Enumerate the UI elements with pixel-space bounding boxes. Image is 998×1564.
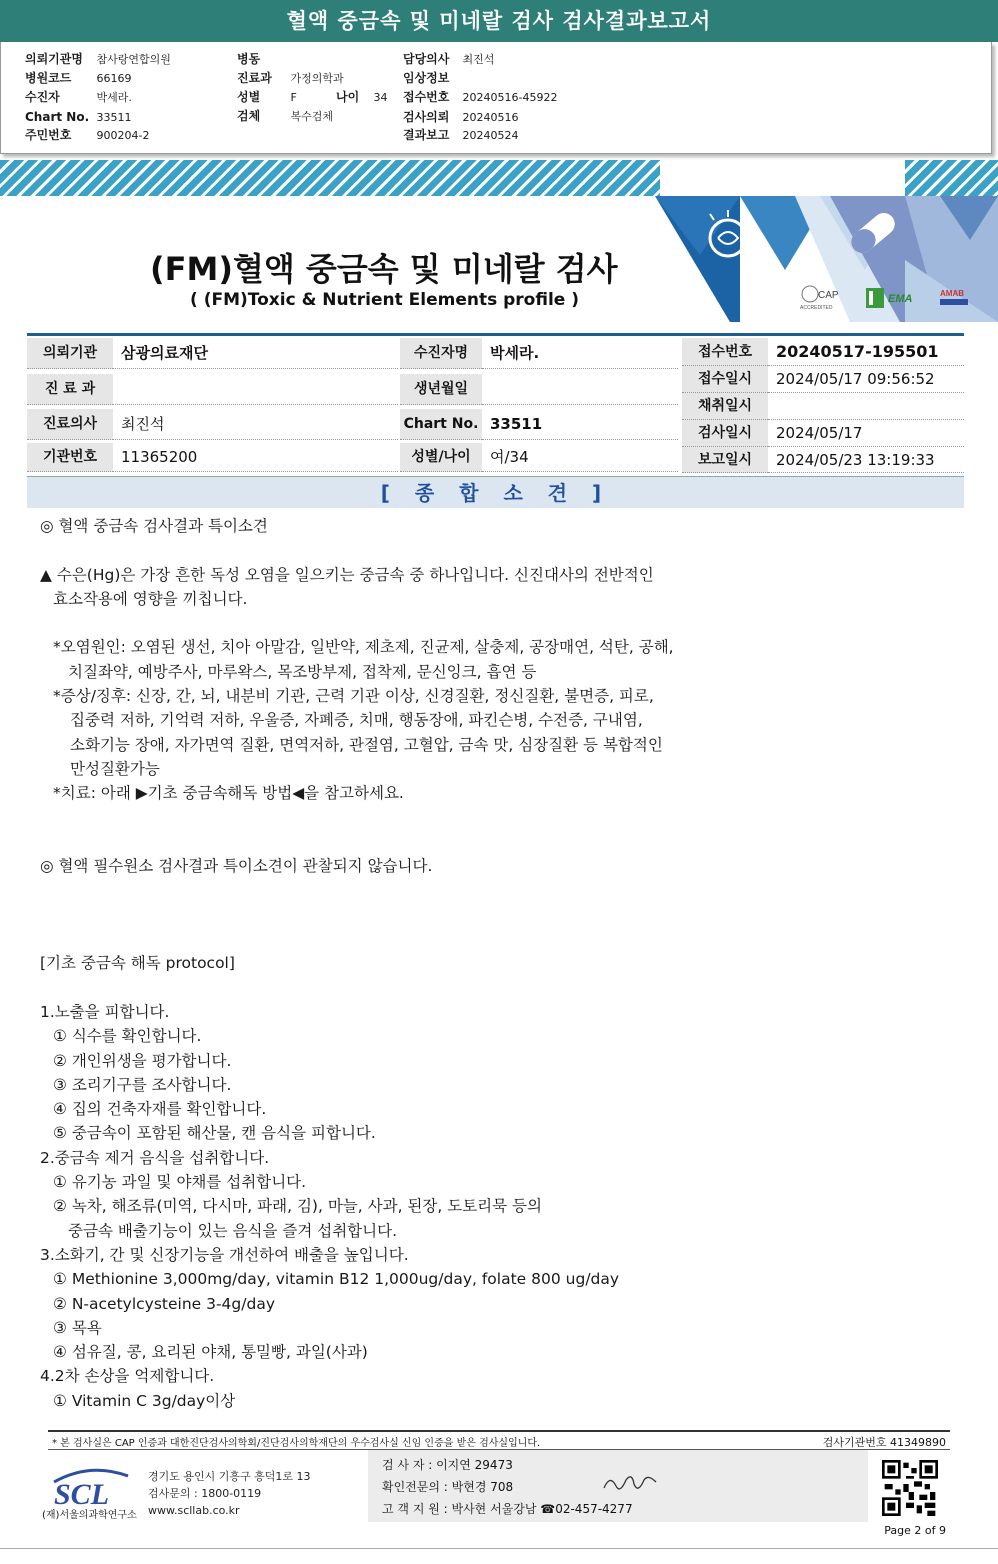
summary-line: 중금속 배출기능이 있는 음식을 즐겨 섭취합니다. xyxy=(68,1221,398,1240)
summary-line: ① 유기농 과일 및 야채를 섭취합니다. xyxy=(53,1173,307,1192)
info-value: 박세라. xyxy=(96,91,132,104)
summary-line: *치료: 아래 ▶기초 중금속해독 방법◀을 참고하세요. xyxy=(53,784,404,803)
summary-line: ② 개인위생을 평가합니다. xyxy=(53,1051,232,1070)
summary-line: [기초 중금속 해독 protocol] xyxy=(40,954,235,973)
summary-line: 3.소화기, 간 및 신장기능을 개선하여 배출을 높입니다. xyxy=(40,1245,409,1264)
cell-label: 접수번호 xyxy=(682,338,768,366)
cell-value: 33511 xyxy=(482,409,678,440)
info-value: 가정의학과 xyxy=(290,72,344,85)
phone-line: 검사문의 : 1800-0119 xyxy=(148,1487,262,1500)
cell-value xyxy=(113,374,398,405)
cell-value: 2024/05/17 xyxy=(768,420,964,447)
info-row xyxy=(25,88,132,107)
info-row xyxy=(25,126,149,145)
cell-label: 진료의사 xyxy=(27,409,113,440)
info-row xyxy=(25,69,132,88)
summary-line: *오염원인: 오염된 생선, 치아 아말감, 일반약, 제초제, 진균제, 살충제, 공장매연, 석탄, 공해, xyxy=(53,638,674,657)
page-number: Page 2 of 9 xyxy=(884,1524,946,1537)
info-value: 복수검체 xyxy=(290,110,334,123)
cell-value: 박세라. xyxy=(482,338,678,369)
banner-stripes xyxy=(0,160,660,196)
summary-line: ◎ 혈액 중금속 검사결과 특이소견 xyxy=(40,517,268,535)
summary-line xyxy=(40,830,940,854)
cell-label: 검사일시 xyxy=(682,420,768,447)
page-subtitle: ( (FM)Toxic & Nutrient Elements profile ) xyxy=(190,290,580,310)
summary-line: ② 녹차, 해조류(미역, 다시마, 파래, 김), 마늘, 사과, 된장, 도토리묵 등의 xyxy=(53,1197,543,1216)
cell-label: 보고일시 xyxy=(682,447,768,473)
request-info-panel xyxy=(0,42,992,154)
info-row xyxy=(237,50,291,69)
info-label: 검사의뢰 xyxy=(403,110,450,124)
cell-label: 의뢰기관 xyxy=(27,338,113,369)
summary-line: ① Vitamin C 3g/day이상 xyxy=(53,1391,236,1410)
info-row xyxy=(403,69,463,88)
summary-line: *증상/징후: 신장, 간, 뇌, 내분비 기관, 근력 기관 이상, 신경질환, 정신질환, 불면증, 피로, xyxy=(53,687,654,706)
summary-line: ⑤ 중금속이 포함된 해산물, 캔 음식을 피합니다. xyxy=(53,1124,376,1143)
info-value: 참사랑연합의원 xyxy=(96,53,171,66)
summary-heading: [ 종 합 소 견 ] xyxy=(27,476,964,508)
summary-line: 만성질환가능 xyxy=(70,759,160,778)
info-label: 성별 xyxy=(237,90,261,104)
cell-value: 최진석 xyxy=(113,409,398,440)
info-label: 임상정보 xyxy=(403,71,450,85)
summary-body xyxy=(40,514,940,1413)
lab-name: (재)서울의과학연구소 xyxy=(42,1510,137,1521)
report-title-bar: 혈액 중금속 및 미네랄 검사 검사결과보고서 xyxy=(0,0,998,42)
info-row xyxy=(403,88,557,107)
page-bottom-border xyxy=(0,1548,998,1549)
info-value: 34 xyxy=(373,91,388,104)
summary-line: 소화기능 장애, 자가면역 질환, 면역저하, 관절염, 고혈압, 금속 맛, 심장질환 등 복합적인 xyxy=(70,735,663,754)
summary-line: 4.2차 손상을 억제합니다. xyxy=(40,1367,215,1386)
info-label: 담당의사 xyxy=(403,52,450,66)
cell-value: 20240517-195501 xyxy=(768,338,964,366)
scl-logo xyxy=(50,1460,130,1510)
signature-image xyxy=(600,1470,660,1498)
cell-value: 삼광의료재단 xyxy=(113,338,398,369)
info-value: 66169 xyxy=(96,72,132,85)
info-value: 900204-2 xyxy=(96,129,150,142)
summary-line: 집중력 저하, 기억력 저하, 우울증, 자폐증, 치매, 행동장애, 파킨슨병, 수전증, 구내염, xyxy=(70,711,643,730)
cell-label: Chart No. xyxy=(400,409,482,440)
summary-line: ③ 조리기구를 조사합니다. xyxy=(53,1075,232,1094)
summary-line xyxy=(40,976,940,1000)
summary-line: 2.중금속 제거 음식을 섭취합니다. xyxy=(40,1148,270,1167)
info-label: 접수번호 xyxy=(403,90,450,104)
info-row xyxy=(237,69,344,88)
info-row xyxy=(237,107,333,126)
info-value: 20240524 xyxy=(462,129,519,142)
summary-line xyxy=(40,538,940,562)
info-label: 수진자 xyxy=(25,90,60,104)
info-label: 나이 xyxy=(336,90,360,104)
info-label: Chart No. xyxy=(25,110,90,124)
summary-line: ③ 목욕 xyxy=(53,1318,102,1337)
certification-logos xyxy=(800,282,970,314)
info-row xyxy=(25,50,171,69)
cell-value: 2024/05/23 13:19:33 xyxy=(768,447,964,473)
cell-value: 11365200 xyxy=(113,443,398,472)
summary-line: ◎ 혈액 필수원소 검사결과 특이소견이 관찰되지 않습니다. xyxy=(40,857,433,876)
info-row xyxy=(403,126,519,145)
info-label: 주민번호 xyxy=(25,128,72,142)
info-row xyxy=(25,108,132,127)
info-label: 결과보고 xyxy=(403,128,450,142)
cell-label: 진 료 과 xyxy=(27,374,113,405)
info-value: F xyxy=(290,91,297,104)
info-label: 검체 xyxy=(237,109,261,123)
info-value: 20240516-45922 xyxy=(462,91,558,104)
lab-address xyxy=(148,1468,311,1519)
summary-line: ④ 섬유질, 콩, 요리된 야채, 통밀빵, 과일(사과) xyxy=(53,1343,368,1362)
accreditation-note: * 본 검사실은 CAP 인증과 대한진단검사의학회/진단검사의학재단의 우수검사실 신임 인증을 받은 검사실입니다. xyxy=(52,1438,541,1449)
qr-code xyxy=(882,1460,938,1516)
cell-value: 여/34 xyxy=(482,443,678,472)
footer-divider xyxy=(48,1430,950,1432)
cap-logo-text: CAP xyxy=(818,290,839,301)
expert-line: 확인전문의 : 박현경 708 xyxy=(382,1480,514,1494)
summary-line xyxy=(40,878,940,902)
address-line: 경기도 용인시 기흥구 흥덕1로 13 xyxy=(148,1470,311,1483)
info-row xyxy=(403,50,494,69)
scl-logo-text: SCL xyxy=(54,1478,110,1510)
info-label: 병동 xyxy=(237,52,261,66)
summary-line: ① Methionine 3,000mg/day, vitamin B12 1,000ug/day, folate 800 ug/day xyxy=(53,1270,620,1289)
cell-label: 접수일시 xyxy=(682,366,768,393)
summary-line xyxy=(40,903,940,927)
lab-code: 검사기관번호 41349890 xyxy=(822,1436,946,1449)
info-label: 의뢰기관명 xyxy=(25,52,83,66)
tester-line: 검 사 자 : 이지연 29473 xyxy=(382,1458,513,1472)
cap-logo-sub: ACCREDITED xyxy=(800,305,833,311)
table-top-border xyxy=(27,333,964,336)
website-link[interactable]: www.scllab.co.kr xyxy=(148,1504,240,1517)
support-line: 고 객 지 원 : 박사현 서울강남 ☎02-457-4277 xyxy=(382,1502,633,1516)
info-row xyxy=(403,108,519,127)
cell-value xyxy=(768,393,964,420)
cell-label: 성별/나이 xyxy=(400,443,482,472)
info-label: 진료과 xyxy=(237,71,272,85)
ema-logo-text: EMA xyxy=(888,293,913,305)
summary-line xyxy=(40,806,940,830)
cell-value: 2024/05/17 09:56:52 xyxy=(768,366,964,393)
cell-label: 기관번호 xyxy=(27,443,113,472)
info-value: 최진석 xyxy=(462,53,495,66)
page-title: (FM)혈액 중금속 및 미네랄 검사 xyxy=(150,250,618,288)
summary-line: ▲ 수은(Hg)은 가장 흔한 독성 오염을 일으키는 중금속 중 하나입니다. 신진대사의 전반적인 xyxy=(40,565,654,584)
summary-line xyxy=(40,611,940,635)
summary-line: 효소작용에 영향을 끼칩니다. xyxy=(53,589,248,608)
summary-line: ① 식수를 확인합니다. xyxy=(53,1027,202,1046)
summary-line: ④ 집의 건축자재를 확인합니다. xyxy=(53,1100,267,1119)
cell-label: 채취일시 xyxy=(682,393,768,420)
cell-label: 생년월일 xyxy=(400,374,482,405)
summary-line: 1.노출을 피합니다. xyxy=(40,1002,170,1021)
info-value: 33511 xyxy=(96,111,132,124)
summary-line: 치질좌약, 예방주사, 마루왁스, 목조방부제, 접착제, 문신잉크, 흡연 등 xyxy=(68,662,537,681)
amab-logo-text: AMAB xyxy=(940,289,964,298)
info-value: 20240516 xyxy=(462,111,519,124)
info-row xyxy=(237,88,388,107)
summary-line xyxy=(40,927,940,951)
summary-line: ② N-acetylcysteine 3-4g/day xyxy=(53,1294,275,1313)
cell-value xyxy=(482,374,678,405)
cell-label: 수진자명 xyxy=(400,338,482,369)
info-label: 병원코드 xyxy=(25,71,72,85)
